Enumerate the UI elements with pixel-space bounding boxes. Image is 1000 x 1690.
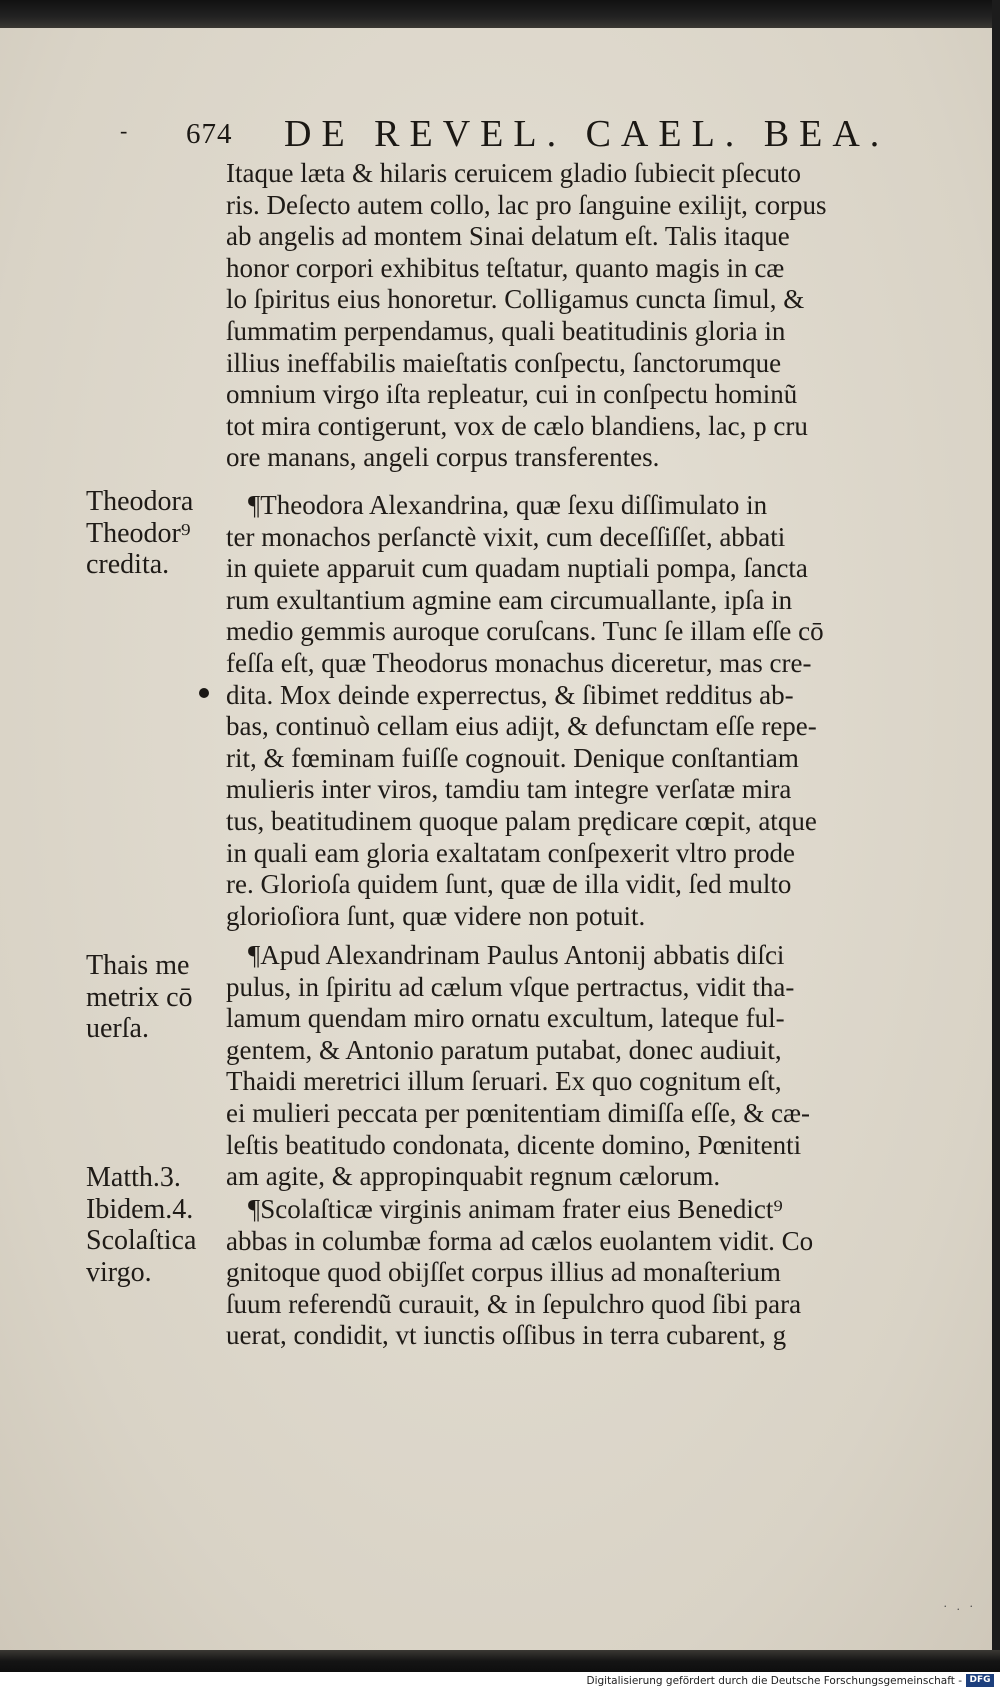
- text-line: glorioſiora ſunt, quæ videre non potuit.: [226, 900, 646, 931]
- text-line: gnitoque quod obijſſet corpus illius ad monaſterium: [226, 1257, 781, 1288]
- text-line: in quiete apparuit cum quadam nuptiali pompa, ſancta: [226, 553, 808, 584]
- text-line: tus, beatitudinem quoque palam prędicare cœpit, atque: [226, 805, 817, 836]
- margin-line: Scolaſtica: [86, 1225, 197, 1257]
- text-line: rit, & fœminam fuiſſe cognouit. Denique conſtantiam: [226, 742, 799, 773]
- paper-specks: · . ·: [943, 1600, 976, 1613]
- text-line: rum exultantium agmine eam circumuallante, ipſa in: [226, 584, 793, 615]
- text-line: omnium virgo iſta repleatur, cui in conſpectu hominũ: [226, 379, 798, 410]
- margin-note-scolastica: [86, 1162, 196, 1288]
- text-line: ei mulieri peccata per pœnitentiam dimiſſa eſſe, & cæ-: [226, 1097, 811, 1128]
- text-line: lo ſpiritus eius honoretur. Colligamus cuncta ſimul, &: [226, 284, 805, 315]
- margin-note-theodora: [86, 486, 193, 581]
- text-line: ¶Scolaſticæ virginis animam frater eius Benedict⁹: [248, 1194, 783, 1224]
- text-line: ris. Deſecto autem collo, lac pro ſanguine exilijt, corpus: [226, 189, 827, 220]
- text-line: re. Glorioſa quidem ſunt, quæ de illa vidit, ſed multo: [226, 869, 792, 900]
- text-line: lamum quendam miro ornatu excultum, lateque ful-: [226, 1003, 785, 1034]
- ink-blot-mark: [199, 688, 209, 698]
- margin-line: Matth.3.: [86, 1162, 181, 1193]
- text-line: Itaque læta & hilaris ceruicem gladio ſubiecit pſecuto: [226, 158, 802, 188]
- text-line: medio gemmis auroque coruſcans. Tunc ſe illam eſſe cō: [226, 616, 824, 647]
- margin-line: metrix cō: [86, 981, 193, 1013]
- scan-right-border: [992, 0, 1000, 1690]
- paragraph-1: [226, 158, 827, 474]
- text-line: ¶Theodora Alexandrina, quæ ſexu diſſimulato in: [248, 490, 768, 520]
- text-line: bas, continuò cellam eius adijt, & defunctam eſſe repe-: [226, 711, 817, 742]
- text-line: dita. Mox deinde experrectus, & ſibimet redditus ab-: [226, 679, 794, 710]
- text-line: ore manans, angeli corpus transferentes.: [226, 442, 660, 473]
- margin-line: Theodor⁹: [86, 517, 191, 549]
- text-line: gentem, & Antonio paratum putabat, donec audiuit,: [226, 1034, 782, 1065]
- text-line: uerat, condidit, vt iunctis oſſibus in terra cubarent, g: [226, 1320, 787, 1351]
- paragraph-2: [226, 490, 824, 932]
- text-line: honor corpori exhibitus teſtatur, quanto magis in cæ: [226, 252, 785, 283]
- scan-bottom-border: [0, 1650, 1000, 1672]
- digitization-footer: [0, 1672, 1000, 1690]
- text-line: ab angelis ad montem Sinai delatum eſt. Talis itaque: [226, 221, 790, 252]
- text-line: feſſa eſt, quæ Theodorus monachus diceretur, mas cre-: [226, 647, 812, 678]
- scan-top-border: [0, 0, 1000, 28]
- margin-line: Theodora: [86, 486, 194, 517]
- text-line: in quali eam gloria exaltatam conſpexerit vltro prode: [226, 837, 796, 868]
- text-line: ¶Apud Alexandrinam Paulus Antonij abbatis diſci: [248, 940, 785, 970]
- text-line: ſuum referendũ curauit, & in ſepulchro quod ſibi para: [226, 1288, 802, 1319]
- text-line: ter monachos perſanctè vixit, cum deceſſiſſet, abbati: [226, 521, 786, 552]
- text-line: Thaidi meretrici illum ſeruari. Ex quo cognitum eſt,: [226, 1066, 782, 1097]
- dfg-logo: DFG: [966, 1674, 994, 1687]
- footer-credit: Digitalisierung gefördert durch die Deutsche Forschungsgemeinschaft -: [586, 1675, 962, 1687]
- margin-line: Ibidem.4.: [86, 1193, 194, 1225]
- header-dash: -: [120, 118, 128, 143]
- running-head: DE REVEL. CAEL. BEA.: [284, 113, 890, 155]
- margin-line: credita.: [86, 549, 170, 581]
- text-line: leſtis beatitudo condonata, dicente domino, Pœnitenti: [226, 1129, 802, 1160]
- text-line: mulieris inter viros, tamdiu tam integre verſatæ mira: [226, 774, 792, 805]
- page-number: 674: [186, 118, 233, 150]
- text-line: pulus, in ſpiritu ad cælum vſque pertractus, vidit tha-: [226, 971, 795, 1002]
- page-header: [120, 112, 890, 155]
- text-line: abbas in columbæ forma ad cælos euolantem vidit. Co: [226, 1225, 814, 1256]
- text-line: illius ineffabilis maieſtatis conſpectu, ſanctorumque: [226, 347, 782, 378]
- text-line: am agite, & appropinquabit regnum cælorum.: [226, 1161, 721, 1192]
- margin-line: virgo.: [86, 1256, 152, 1288]
- text-line: tot mira contigerunt, vox de cælo blandiens, lac, p cru: [226, 410, 808, 441]
- margin-line: Thais me: [86, 950, 190, 981]
- margin-note-thais: [86, 950, 193, 1045]
- margin-line: uerſa.: [86, 1013, 149, 1045]
- paragraph-4: [226, 1194, 813, 1352]
- paragraph-3: [226, 940, 810, 1193]
- text-line: ſummatim perpendamus, quali beatitudinis gloria in: [226, 315, 786, 346]
